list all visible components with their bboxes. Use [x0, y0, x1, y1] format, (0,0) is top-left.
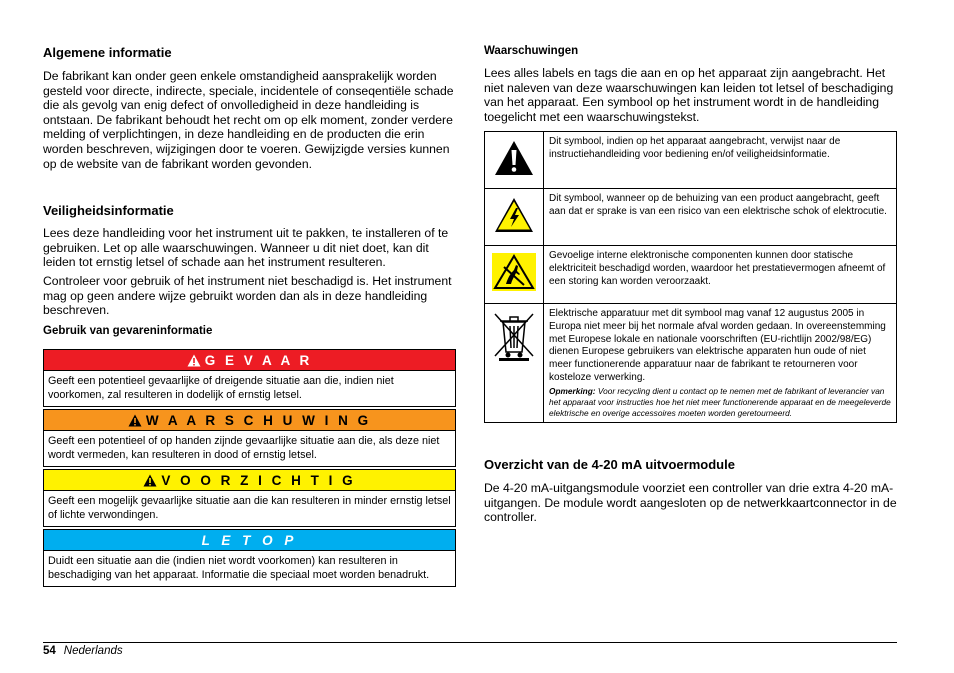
- symbol-text: Elektrische apparatuur met dit symbool mag vanaf 12 augustus 2005 in Europa niet meer bij het normale afval worden gedaan. In overeenstemming met Europese lokale en nationale voorschriften (EU-richtlijn 2002/98/EG) dienen Europese gebruikers van elektrische apparaten hun oude of niet meer functionerende apparatuur naar de fabrikant te retourneren voor kosteloze verwerking.: [549, 308, 886, 383]
- symbol-icon-cell: [485, 304, 544, 423]
- electric-shock-icon: [494, 197, 534, 233]
- danger-header: [44, 350, 455, 371]
- page-number: 54: [43, 645, 56, 657]
- hazard-info-heading: Gebruik van gevareninformatie: [43, 325, 213, 337]
- recycling-note: [549, 386, 891, 419]
- caution-triangle-icon: [143, 474, 157, 487]
- general-info-text: De fabrikant kan onder geen enkele omstandigheid aansprakelijk worden gesteld voor directe, indirecte, speciale, incidentele of conseqentiële schade die als gevolg van enig defect of onvolledigheid in deze handleiding is ontstaan. De fabrikant behoudt het recht om op elk moment, zonder verdere melding of verplichtingen, in deze handleiding en de producten die erin worden beschreven, wijzigingen door te voeren. Gewijzigde versies kunnen op de website van de fabrikant worden gevonden.: [43, 69, 454, 171]
- symbol-row: [485, 189, 897, 246]
- module-overview-text: De 4-20 mA-uitgangsmodule voorziet een controller van drie extra 4-20 mA-uitgangen. De module wordt aangesloten op de netwerkkaartconnector in de controller.: [484, 481, 897, 525]
- module-overview-heading: Overzicht van de 4-20 mA uitvoermodule: [484, 457, 735, 472]
- symbol-icon-cell: [485, 246, 544, 304]
- notice-header: [44, 530, 455, 551]
- symbol-icon-cell: [485, 132, 544, 189]
- safety-info-heading: Veiligheidsinformatie: [43, 203, 174, 218]
- safety-info-text-2: Controleer voor gebruik of het instrument niet beschadigd is. Het instrument mag op geen andere wijze gebruikt worden dan als in deze handleiding beschreven.: [43, 274, 452, 318]
- warning-label: W A A R S C H U W I N G: [145, 412, 372, 428]
- symbol-text: Gevoelige interne elektronische componenten kunnen door statische elektriciteit beschadigd worden, waardoor het prestatievermogen afneemt of een storing kan worden veroorzaakt.: [544, 246, 897, 304]
- esd-sensitive-icon: [492, 253, 536, 291]
- notice-text: Duidt een situatie aan die (indien niet wordt voorkomen) kan resulteren in beschadiging van het apparaat. Informatie die speciaal moet worden benadrukt.: [48, 555, 430, 581]
- footer-language: Nederlands: [63, 645, 123, 657]
- weee-bin-icon: [493, 310, 535, 362]
- symbol-text: Dit symbool, wanneer op de behuizing van een product aangebracht, geeft aan dat er sprake is van een risico van een elektrische schok of elektrocutie.: [544, 189, 897, 246]
- caution-box: [43, 469, 456, 527]
- caution-text: Geeft een mogelijk gevaarlijke situatie aan die kan resulteren in minder ernstig letsel of lichte verwondingen.: [48, 495, 451, 521]
- exclamation-warning-icon: [494, 140, 534, 176]
- page-footer: [43, 645, 123, 657]
- notice-label: L E T O P: [201, 532, 298, 548]
- warnings-text: Lees alles labels en tags die aan en op het apparaat zijn aangebracht. Het niet naleven van deze waarschuwingen kan leiden tot letsel of beschadiging van het apparaat. Een symbool op het instrument wordt in de handleiding toegelicht met een waarschuwingstekst.: [484, 66, 894, 124]
- symbol-text: Dit symbool, indien op het apparaat aangebracht, verwijst naar de instructiehandleiding voor bediening en/of veiligheidsinformatie.: [544, 132, 897, 189]
- notice-box: [43, 529, 456, 587]
- caution-label: V O O R Z I C H T I G: [161, 472, 356, 488]
- danger-text: Geeft een potentieel gevaarlijke of dreigende situatie aan die, indien niet voorkomen, zal resulteren in dodelijk of ernstig letsel.: [48, 375, 394, 401]
- general-info-heading: Algemene informatie: [43, 45, 172, 60]
- symbol-icon-cell: [485, 189, 544, 246]
- symbol-text-cell: [544, 304, 897, 423]
- note-label: Opmerking:: [549, 385, 596, 396]
- warning-header: [44, 410, 455, 431]
- symbol-row: [485, 304, 897, 423]
- danger-box: [43, 349, 456, 407]
- warning-box: [43, 409, 456, 467]
- symbols-table: [484, 131, 897, 423]
- symbol-row: [485, 246, 897, 304]
- caution-header: [44, 470, 455, 491]
- danger-triangle-icon: [187, 354, 201, 367]
- footer-divider: [43, 642, 897, 643]
- symbol-row: [485, 132, 897, 189]
- warning-triangle-icon: [128, 414, 142, 427]
- warnings-heading: Waarschuwingen: [484, 45, 579, 57]
- note-text: Voor recycling dient u contact op te nemen met de fabrikant of leverancier van het apparaat voor instructies hoe het niet meer functionerende apparaat en de meegeleverde elektrische en overige accessoires moeten worden geretourneerd.: [549, 385, 891, 418]
- safety-info-text-1: Lees deze handleiding voor het instrument uit te pakken, te installeren of te gebruiken. Let op alle waarschuwingen. Wanneer u dit niet doet, kan dit leiden tot ernstig letsel of schade aan het instrument resulteren.: [43, 226, 449, 270]
- danger-label: G E V A A R: [204, 352, 313, 368]
- warning-text: Geeft een potentieel of op handen zijnde gevaarlijke situatie aan die, als deze niet wordt vermeden, kan resulteren in dood of ernstig letsel.: [48, 435, 440, 461]
